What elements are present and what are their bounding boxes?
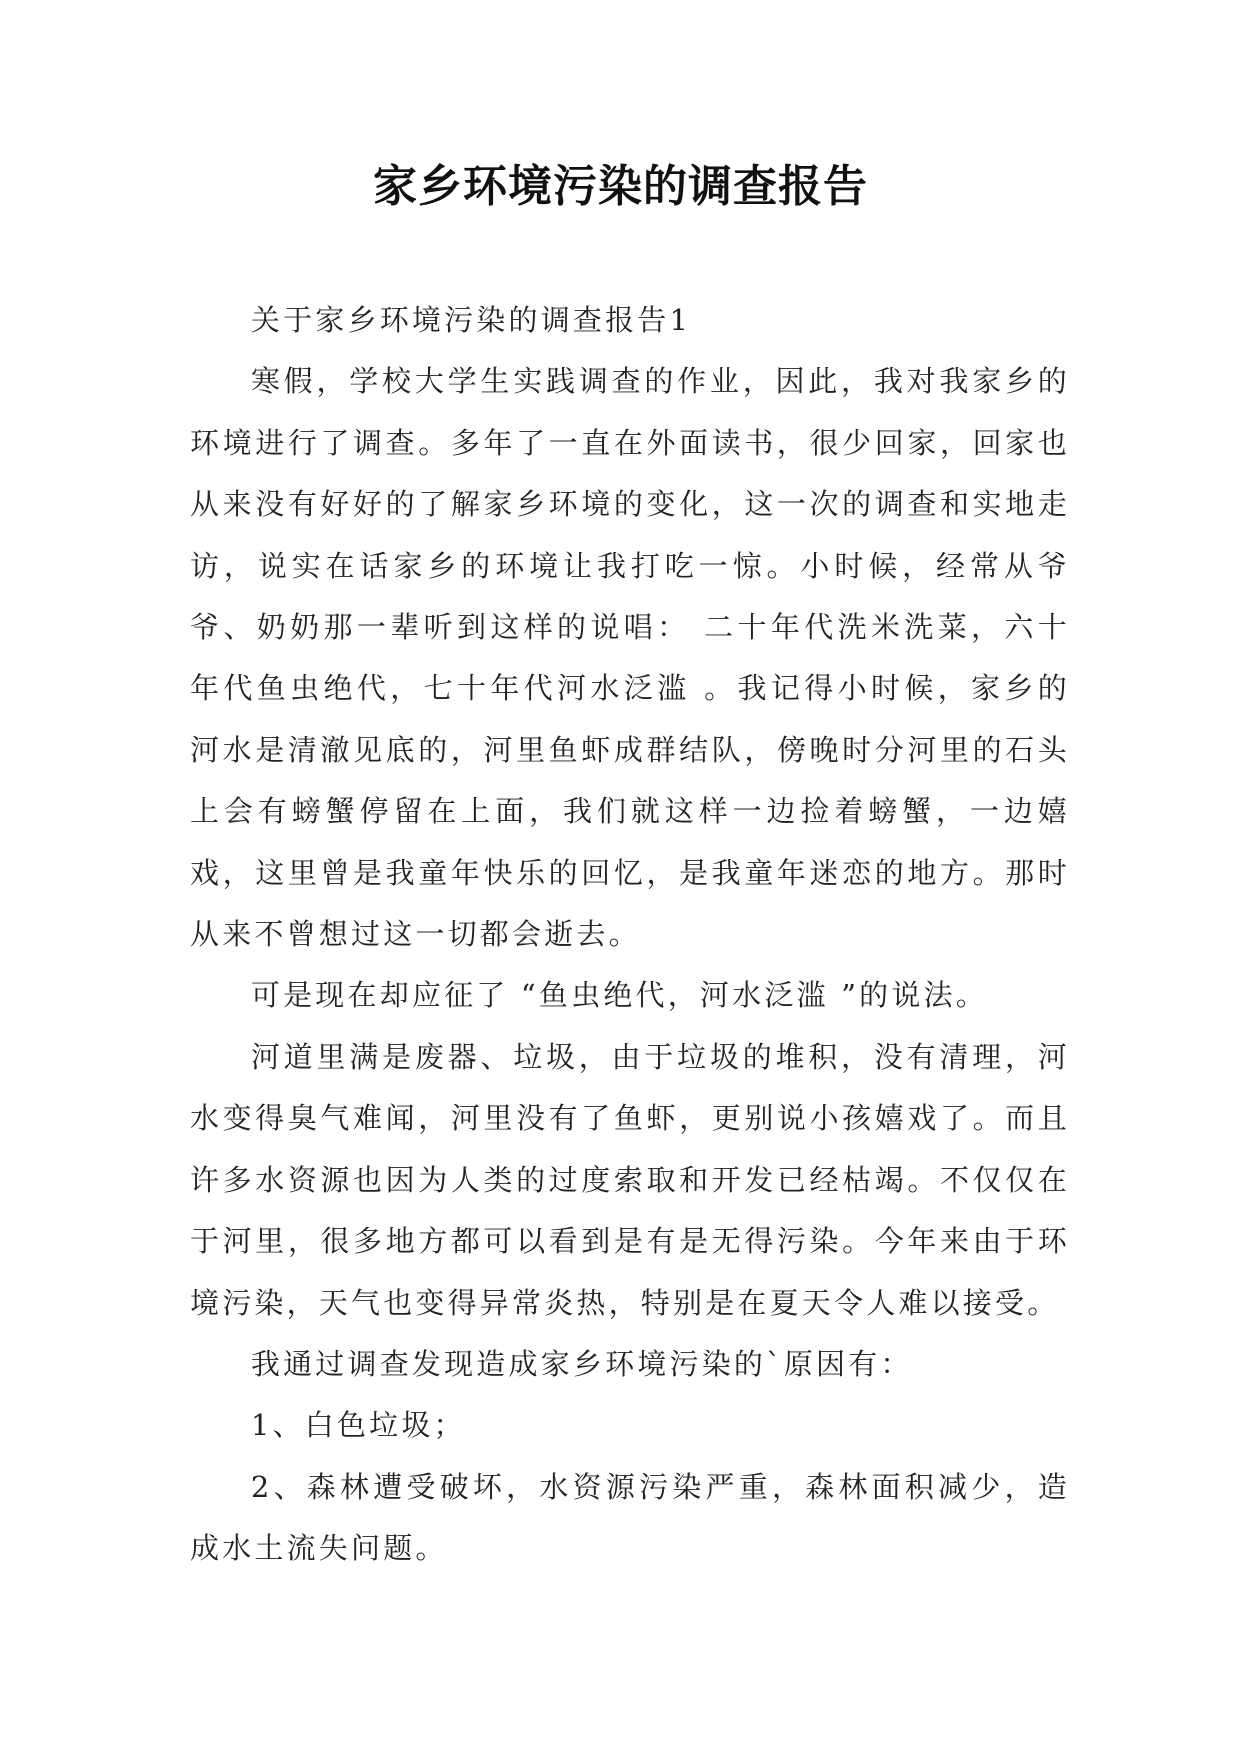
body-paragraph: 寒假，学校大学生实践调查的作业，因此，我对我家乡的环境进行了调查。多年了一直在外面读书，很少回家，回家也从来没有好好的了解家乡环境的变化，这一次的调查和实地走访，说实在话家乡的环境让我打吃一惊。小时候，经常从爷爷、奶奶那一辈听到这样的说唱： 二十年代洗米洗菜，六十年代鱼虫绝代，七十年代河水泛滥 。我记得小时候，家乡的河水是清澈见底的，河里鱼虾成群结队，傍晚时分河里的石头上会有螃蟹停留在上面，我们就这样一边捡着螃蟹，一边嬉戏，这里曾是我童年快乐的回忆，是我童年迷恋的地方。那时从来不曾想过这一切都会逝去。 xyxy=(190,364,1070,952)
report-heading-paragraph: 关于家乡环境污染的调查报告1 xyxy=(250,303,692,337)
body-paragraph: 我通过调查发现造成家乡环境污染的`原因有： xyxy=(250,1346,913,1381)
list-item: 1、白色垃圾； xyxy=(250,1408,466,1443)
list-item: 2、森林遭受破坏，水资源污染严重，森林面积减少，造成水土流失问题。 xyxy=(190,1469,1070,1566)
body-paragraph: 可是现在却应征了 “鱼虫绝代，河水泛滥 ”的说法。 xyxy=(250,978,988,1013)
body-paragraph: 河道里满是废器、垃圾，由于垃圾的堆积，没有清理，河水变得臭气难闻，河里没有了鱼虾，更别说小孩嬉戏了。而且许多水资源也因为人类的过度索取和开发已经枯竭。不仅仅在于河里，很多地方都可以看到是有是无得污染。今年来由于环境污染，天气也变得异常炎热，特别是在夏天令人难以接受。 xyxy=(190,1039,1070,1320)
document-title: 家乡环境污染的调查报告 xyxy=(373,161,868,212)
document-body xyxy=(190,290,1070,1580)
